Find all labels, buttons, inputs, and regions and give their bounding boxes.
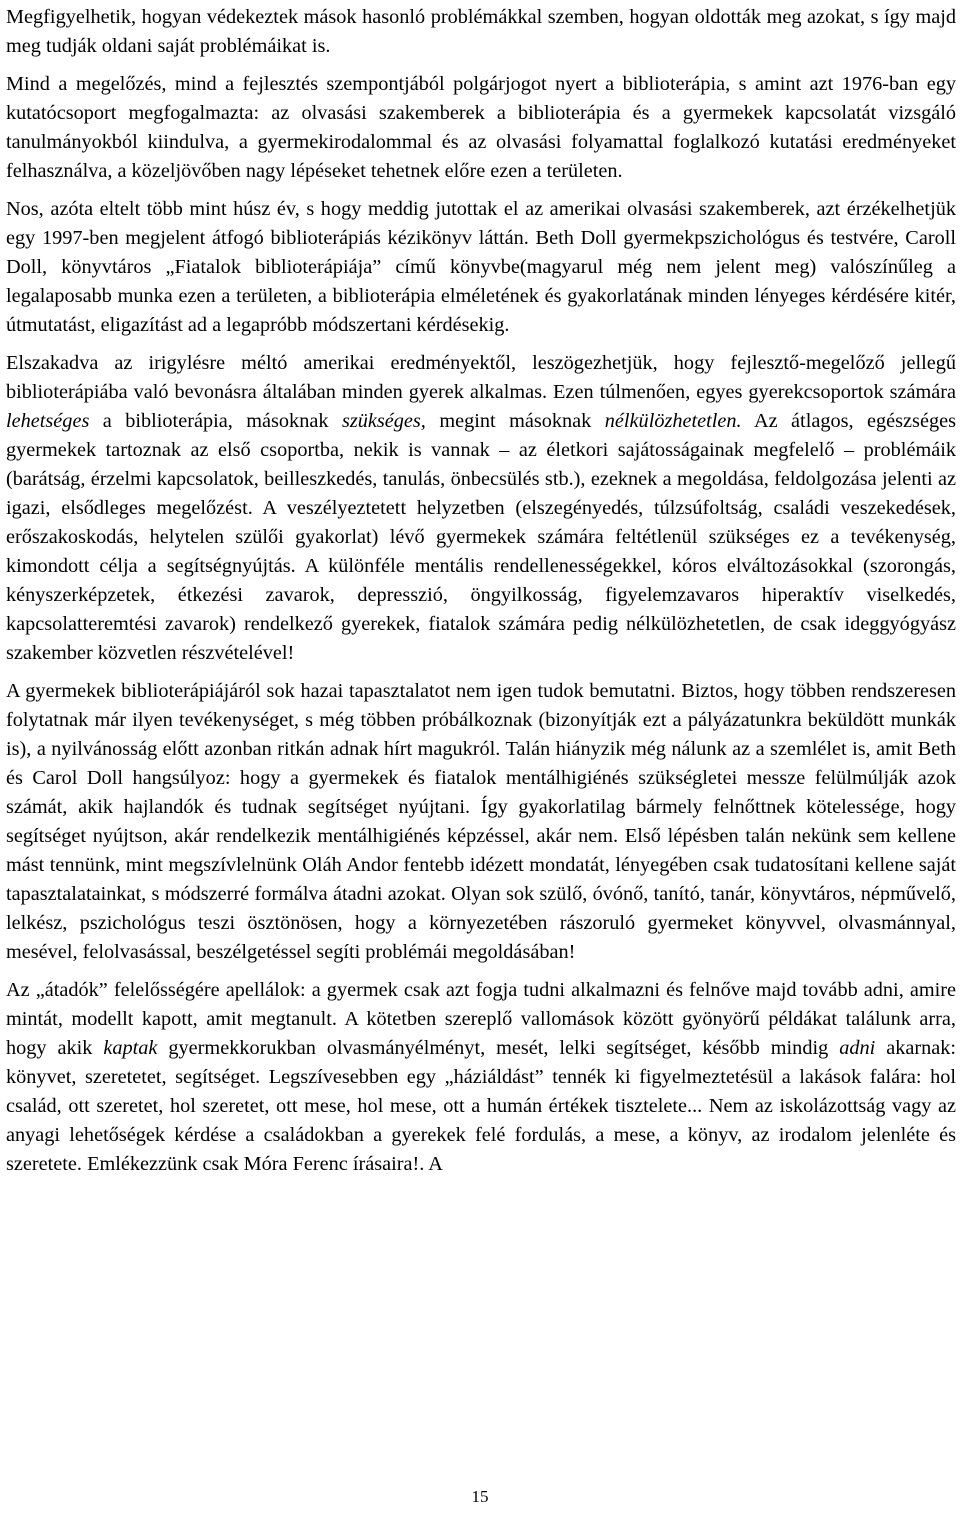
page-number: 15 xyxy=(471,1487,489,1506)
italic-text: lehetséges xyxy=(6,410,90,432)
italic-text: kaptak xyxy=(103,1037,158,1059)
text-run: a biblioterápia, másoknak xyxy=(89,410,342,432)
paragraph xyxy=(6,3,956,61)
paragraph xyxy=(6,976,956,1179)
paragraph xyxy=(6,195,956,340)
text-run: Mind a megelőzés, mind a fejlesztés szempontjából polgárjogot nyert a biblioterápia, s amint azt 1976-ban egy kutatócsoport megfogalmazta: az olvasási szakemberek a biblioterápia és a gyermekek kapcsolatát vizsgáló tanulmányokból kiindulva, a gyermekirodalommal és az olvasási folyamattal foglalkozó kutatási eredményeket felhasználva, a közeljövőben nagy lépéseket tehetnek előre ezen a területen. xyxy=(6,73,956,182)
text-run: Elszakadva az irigylésre méltó amerikai eredményektől, leszögezhetjük, hogy fejlesztő-megelőző jellegű biblioterápiába való bevonásra általában minden gyerek alkalmas. Ezen túlmenően, egyes gyerekcsoportok számára xyxy=(6,352,956,403)
paragraph xyxy=(6,349,956,668)
text-run: megint másoknak xyxy=(425,410,605,432)
paragraph xyxy=(6,70,956,186)
italic-text: adni xyxy=(839,1037,876,1059)
paragraph xyxy=(6,677,956,967)
text-run: Az átlagos, egészséges gyermekek tartoznak az első csoportba, nekik is vannak – az életkori sajátosságainak megfelelő – problémáik (barátság, érzelmi kapcsolatok, beilleszkedés, tanulás, önbecsülés stb.), ezeknek a megoldása, feldolgozása jelenti az igazi, elsődleges megelőzést. A veszélyeztetett helyzetben (elszegényedés, túlzsúfoltság, családi veszekedések, erőszakoskodás, helytelen szülői gyakorlat) lévő gyermekek számára feltétlenül szükséges ez a tevékenység, kimondott célja a segítségnyújtás. A különféle mentális rendellenességekkel, kóros elváltozásokkal (szorongás, kényszerképzetek, étkezési zavarok, depresszió, öngyilkosság, figyelemzavaros hiperaktív viselkedés, kapcsolatteremtési zavarok) rendelkező gyerekek, fiatalok számára pedig nélkülözhetetlen, de csak ideggyógyász szakember közvetlen részvételével! xyxy=(6,410,956,664)
text-run: Az „átadók” felelősségére apellálok: a gyermek csak azt fogja tudni alkalmazni és felnőve majd tovább adni, amire mintát, modellt kapott, amit megtanult. A kötetben szereplő vallomások között gyönyörű példákat találunk arra, hogy akik xyxy=(6,979,956,1059)
body-text xyxy=(6,3,956,1179)
text-run: gyermekkorukban olvasmányélményt, mesét, lelki segítséget, később mindig xyxy=(157,1037,840,1059)
text-run: akarnak: könyvet, szeretetet, segítséget. Legszívesebben egy „háziáldást” tennék ki figyelmeztetésül a lakások falára: hol család, ott szeretet, hol szeretet, ott mese, hol mese, ott a humán értékek tisztelete... Nem az iskolázottság vagy az anyagi lehetőségek kérdése a családokban a gyerekek felé fordulás, a mese, a könyv, az irodalom jelenléte és szeretete. Emlékezzünk csak Móra Ferenc írásaira!. A xyxy=(6,1037,957,1175)
text-run: Nos, azóta eltelt több mint húsz év, s hogy meddig jutottak el az amerikai olvasási szakemberek, azt érzékelhetjük egy 1997-ben megjelent átfogó biblioterápiás kézikönyv láttán. Beth Doll gyermekpszichológus és testvére, Caroll Doll, könyvtáros „Fiatalok biblioterápiája” című könyvbe(magyarul még nem jelent meg) valószínűleg a legalaposabb munka ezen a területen, a biblioterápia elméletének és gyakorlatának minden lényeges kérdésére kitér, útmutatást, eligazítást ad a legapróbb módszertani kérdésekig. xyxy=(6,198,956,336)
text-run: Megfigyelhetik, hogyan védekeztek mások hasonló problémákkal szemben, hogyan oldották meg azokat, s így majd meg tudják oldani saját problémáikat is. xyxy=(6,6,956,57)
text-run: A gyermekek biblioterápiájáról sok hazai tapasztalatot nem igen tudok bemutatni. Biztos, hogy többen rendszeresen folytatnak már ilyen tevékenységet, s még többen próbálkoznak (bizonyítják ezt a pályázatunkra beküldött munkák is), a nyilvánosság előtt azonban ritkán adnak hírt magukról. Talán hiányzik még nálunk az a szemlélet is, amit Beth és Carol Doll hangsúlyoz: hogy a gyermekek és fiatalok mentálhigiénés szükségletei messze felülmúlják azok számát, akik hajlandók és tudnak segítséget nyújtani. Így gyakorlatilag bármely felnőttnek kötelessége, hogy segítséget nyújtson, akár rendelkezik mentálhigiénés képzéssel, akár nem. Első lépésben talán nekünk sem kellene mást tennünk, mint megszívlelnünk Oláh Andor fentebb idézett mondatát, lényegében csak tudatosítani kellene saját tapasztalatainkat, s módszerré formálva átadni azokat. Olyan sok szülő, óvónő, tanító, tanár, könyvtáros, népművelő, lelkész, pszichológus teszi ösztönösen, hogy a környezetében rászoruló gyermeket könyvvel, olvasmánnyal, mesével, felolvasással, beszélgetéssel segíti problémái megoldásában! xyxy=(6,680,956,963)
italic-text: szükséges, xyxy=(341,410,426,432)
italic-text: nélkülözhetetlen. xyxy=(604,410,742,432)
